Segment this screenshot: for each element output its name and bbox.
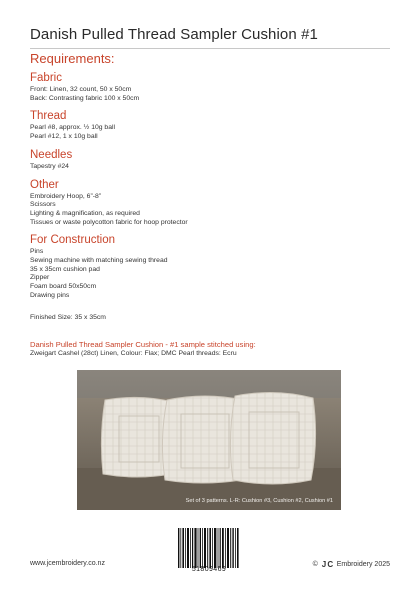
construction-line: Pins xyxy=(30,248,44,256)
jc-logo: J C xyxy=(321,560,333,569)
construction-line: Foam board 50x50cm xyxy=(30,283,97,291)
other-line: Tissues or waste polycotton fabric for hoop protector xyxy=(30,218,188,226)
copyright xyxy=(313,560,390,569)
title-divider xyxy=(30,48,390,49)
cushions-photo xyxy=(77,370,341,510)
other-line: Lighting & magnification, as required xyxy=(30,209,140,217)
website-link[interactable]: www.jcembroidery.co.nz xyxy=(30,560,105,567)
other-line: Scissors xyxy=(30,201,56,209)
needles-heading: Needles xyxy=(30,148,73,161)
thread-line: Pearl #12, 1 x 10g ball xyxy=(30,133,98,141)
thread-section xyxy=(30,110,390,141)
barcode-number: 51809469 xyxy=(191,566,227,573)
construction-line: Sewing machine with matching sewing thread xyxy=(30,257,168,265)
needles-line: Tapestry #24 xyxy=(30,162,69,170)
copyright-text: Embroidery 2025 xyxy=(336,561,390,568)
construction-heading: For Construction xyxy=(30,234,116,247)
fabric-heading: Fabric xyxy=(30,72,62,84)
barcode-icon xyxy=(178,528,240,568)
sample-details: Zweigart Cashel (28ct) Linen, Colour: Flax; DMC Pearl threads: Ecru xyxy=(30,349,237,357)
construction-line: 35 x 35cm cushion pad xyxy=(30,265,100,273)
construction-line: Zipper xyxy=(30,274,50,282)
cushions-illustration xyxy=(77,370,341,510)
requirements-heading: Requirements: xyxy=(30,51,115,66)
requirements-list xyxy=(30,72,390,358)
thread-heading: Thread xyxy=(30,110,67,123)
fabric-line: Back: Contrasting fabric 100 x 50cm xyxy=(30,94,140,102)
other-line: Embroidery Hoop, 6”-8” xyxy=(30,192,102,200)
needles-section xyxy=(30,149,390,172)
page-title: Danish Pulled Thread Sampler Cushion #1 xyxy=(30,26,318,43)
finished-size: Finished Size: 35 x 35cm xyxy=(30,313,106,321)
other-heading: Other xyxy=(30,178,59,191)
sample-title: Danish Pulled Thread Sampler Cushion - #1 sample stitched using: xyxy=(30,339,256,349)
construction-section xyxy=(30,234,390,300)
construction-line: Drawing pins xyxy=(30,291,70,299)
other-section xyxy=(30,179,390,228)
copyright-symbol: © xyxy=(312,561,318,568)
photo-caption: Set of 3 patterns. L-R: Cushion #3, Cushion #2, Cushion #1 xyxy=(185,498,333,504)
fabric-line: Front: Linen, 32 count, 50 x 50cm xyxy=(30,86,132,93)
fabric-section xyxy=(30,72,390,103)
thread-line: Pearl #8, approx. ½ 10g ball xyxy=(30,124,116,132)
